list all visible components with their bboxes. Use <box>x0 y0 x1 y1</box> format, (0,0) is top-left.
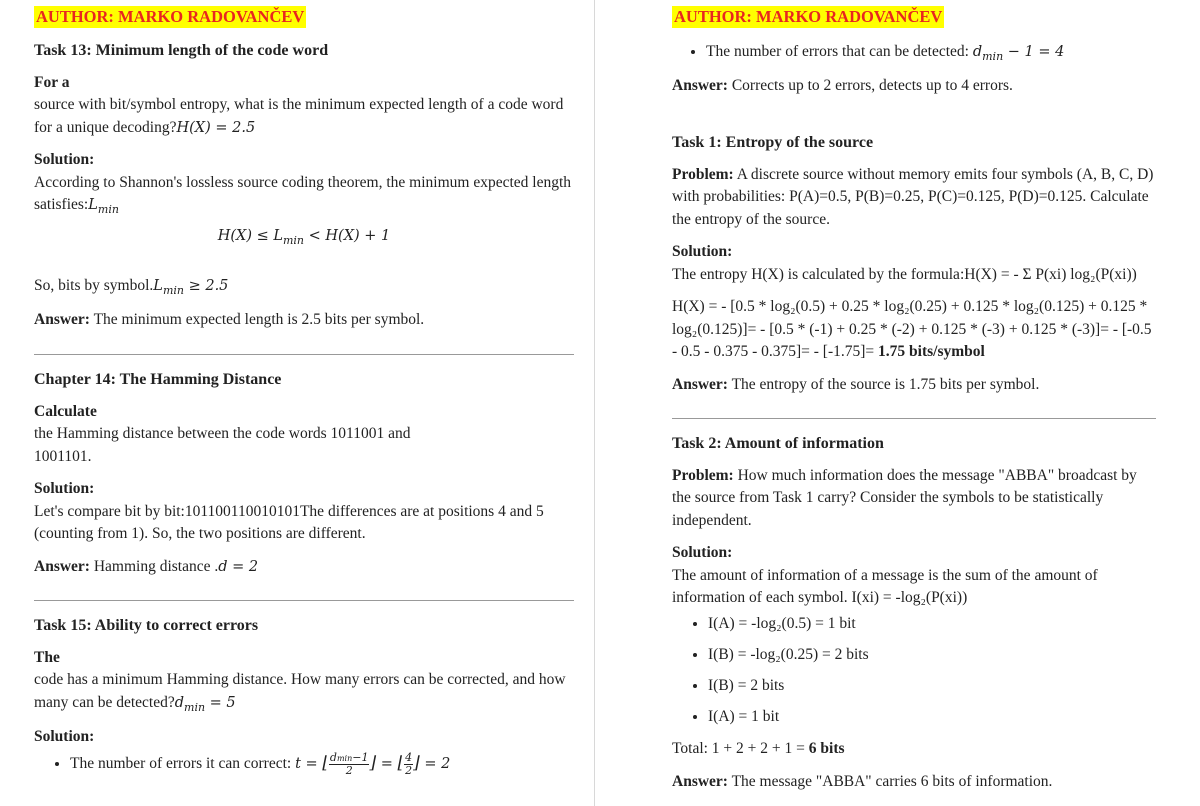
list-item: • I(A) = 1 bit <box>708 707 1156 727</box>
task13-answer: Answer: The minimum expected length is 2.5 bits per symbol. <box>34 311 425 329</box>
task13-math: H(X) = 2.5 <box>176 119 256 136</box>
chapter14-answer: Answer: Hamming distance .d = 2 <box>34 557 259 575</box>
section-separator <box>34 354 574 355</box>
list-item: • The number of errors that can be detected: $d_{min} - 1 = 4$ <box>706 42 1156 64</box>
section-separator <box>672 418 1156 419</box>
task2-title: Task 2: Amount of information <box>672 434 884 452</box>
task13-title: Task 13: Minimum length of the code word <box>34 42 329 59</box>
solution-label: Solution: <box>34 151 95 169</box>
left-page <box>0 0 594 806</box>
chapter14-title: Chapter 14: The Hamming Distance <box>34 370 282 388</box>
task1-solution: Solution: The entropy H(X) is calculated by the formula:H(X) = - Σ P(xi) log₂(P(xi)) <box>672 243 1137 283</box>
task13-text: source with bit/symbol entropy, what is the minimum expected length of a code word for a unique decoding? <box>34 96 564 136</box>
task2-solution: Solution: The amount of information of a message is the sum of the amount of information of each symbol. I(xi) = -log₂(P(xi)) <box>672 544 1098 607</box>
task1-answer: Answer: The entropy of the source is 1.75 bits per symbol. <box>672 375 1040 393</box>
task13-solution-text: According to Shannon's lossless source coding theorem, the minimum expected length satisfies: <box>34 173 572 214</box>
task13-question <box>34 72 574 139</box>
chapter14-question: Calculate the Hamming distance between the code words 1011001 and 1001101. <box>34 402 411 465</box>
author-banner: AUTHOR: MARKO RADOVANČEV <box>36 7 305 26</box>
task2-total: Total: 1 + 2 + 2 + 1 = 6 bits <box>672 740 845 758</box>
task15-detect-list <box>672 42 1156 64</box>
shannon-inequality: $H(X) \le L_{min} < H(X) + 1$ <box>217 228 391 248</box>
task13-solution <box>34 149 574 218</box>
task15-bullets <box>34 752 574 776</box>
task13-so: So, bits by $symbol.L_{min} \ge 2.5$ <box>34 277 229 298</box>
task2-items <box>672 614 1156 728</box>
list-item: • I(A) = -log₂(0.5) = 1 bit <box>708 614 1156 634</box>
task1-calculation: H(X) = - [0.5 * log₂(0.5) + 0.25 * log₂(0.25) + 0.125 * log₂(0.125) + 0.125 * log₂(0.125)]= - [0.5 * (-1) + 0.25 * (-2) + 0.125 * (-3) + 0.125 * (-3)]= - [-0.5 - 0.5 - 0.375 - 0.375]= - [-1.75]= 1.75 bits/symbol <box>672 298 1152 361</box>
task15-title: Task 15: Ability to correct errors <box>34 616 259 634</box>
author-banner: AUTHOR: MARKO RADOVANČEV <box>674 7 943 26</box>
section-separator <box>34 600 574 601</box>
right-page <box>600 0 1200 806</box>
list-item: • I(B) = 2 bits <box>708 676 1156 696</box>
page-divider <box>594 0 595 806</box>
list-item: • The number of errors it can correct: t = ⌊ $\frac{dmin-1}{2}$ ⌋ = ⌊ $\frac{4}{2}$ ⌋ = 2 <box>70 752 574 776</box>
task2-answer: Answer: The message "ABBA" carries 6 bits of information. <box>672 772 1053 790</box>
task1-title: Task 1: Entropy of the source <box>672 133 874 151</box>
lmin-math: $L_{min}$ <box>88 197 119 217</box>
list-item: • I(B) = -log₂(0.25) = 2 bits <box>708 645 1156 665</box>
task13-lead: For a <box>34 74 70 91</box>
chapter14-solution: Solution: Let's compare bit by bit:101100110010101The differences are at positions 4 and 5 (counting from 1). So, the two positions are different. <box>34 480 544 543</box>
task15-answer: Answer: Corrects up to 2 errors, detects up to 4 errors. <box>672 77 1013 95</box>
task2-problem: Problem: How much information does the message "ABBA" broadcast by the source from Task 1 carry? Consider the symbols to be statistically independent. <box>672 466 1137 529</box>
task1-problem: Problem: A discrete source without memory emits four symbols (A, B, C, D) with probabilities: P(A)=0.5, P(B)=0.25, P(C)=0.125, P(D)=0.125. Calculate the entropy of the source. <box>672 165 1154 228</box>
task15-question: The code has a minimum Hamming distance. How many errors can be corrected, and how many can be $detected?d_{min} = 5$ <box>34 648 566 714</box>
task15-solution-label: Solution: <box>34 727 95 745</box>
